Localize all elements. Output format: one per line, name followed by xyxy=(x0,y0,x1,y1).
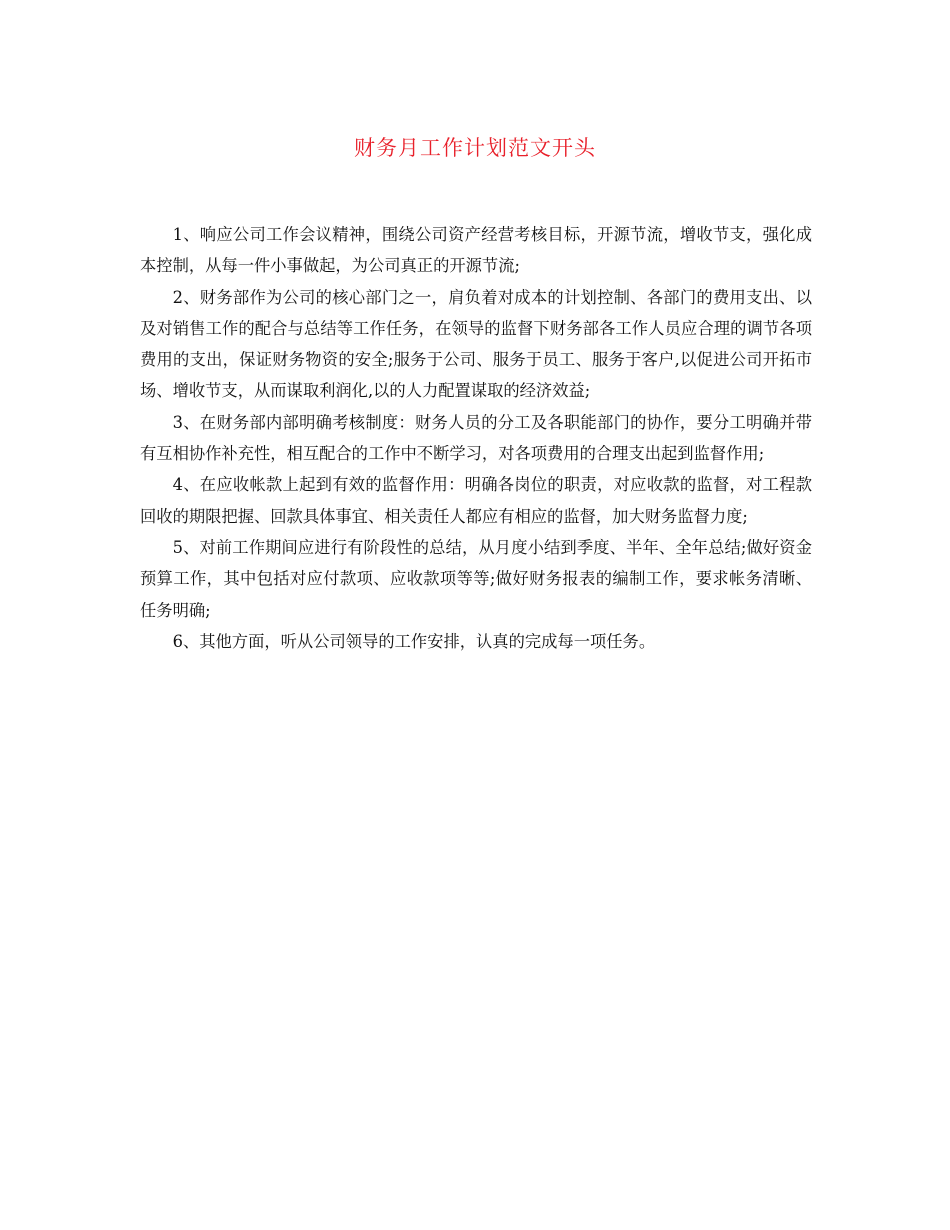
paragraph-2: 2、财务部作为公司的核心部门之一，肩负着对成本的计划控制、各部门的费用支出、以及对销售工作的配合与总结等工作任务，在领导的监督下财务部各工作人员应合理的调节各项费用的支出，保证财务物资的安全;服务于公司、服务于员工、服务于客户,以促进公司开拓市场、增收节支，从而谋取利润化,以的人力配置谋取的经济效益; xyxy=(140,287,812,401)
paragraph-1: 1、响应公司工作会议精神，围绕公司资产经营考核目标，开源节流，增收节支，强化成本控制，从每一件小事做起，为公司真正的开源节流; xyxy=(140,225,812,276)
paragraph-5: 5、对前工作期间应进行有阶段性的总结，从月度小结到季度、半年、全年总结;做好资金预算工作，其中包括对应付款项、应收款项等等;做好财务报表的编制工作，要求帐务清晰、任务明确; xyxy=(140,537,812,620)
paragraph-3: 3、在财务部内部明确考核制度：财务人员的分工及各职能部门的协作，要分工明确并带有互相协作补充性，相互配合的工作中不断学习，对各项费用的合理支出起到监督作用; xyxy=(140,412,812,464)
paragraph-4: 4、在应收帐款上起到有效的监督作用：明确各岗位的职责，对应收款的监督，对工程款回收的期限把握、回款具体事宜、相关责任人都应有相应的监督，加大财务监督力度; xyxy=(140,475,812,526)
document-title: 财务月工作计划范文开头 xyxy=(354,136,596,160)
paragraph-6: 6、其他方面，听从公司领导的工作安排，认真的完成每一项任务。 xyxy=(172,631,656,651)
document-body xyxy=(140,219,812,657)
